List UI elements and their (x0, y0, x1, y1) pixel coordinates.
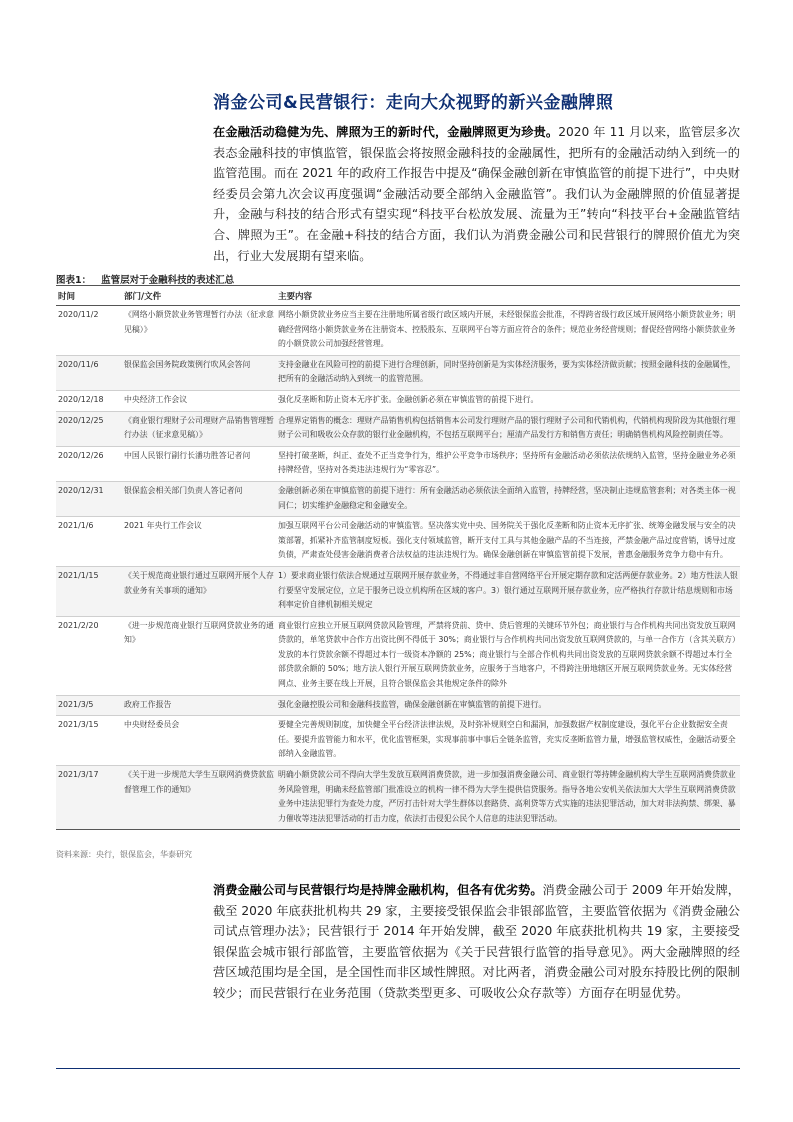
row-date: 2021/1/15 (58, 570, 99, 580)
table-row (56, 695, 740, 716)
table-row (56, 716, 740, 766)
figure-title: 监管层对于金融科技的表述汇总 (101, 275, 235, 286)
table-row (56, 766, 740, 830)
row-dept: 《商业银行理财子公司理财产品销售管理暂行办法（征求意见稿）》 (124, 415, 274, 440)
row-date: 2020/11/6 (58, 359, 99, 369)
table-row (56, 481, 740, 516)
table-row (56, 390, 740, 411)
intro-lead: 在金融活动稳健为先、牌照为王的新时代，金融牌照更为珍贵。 (213, 125, 559, 139)
footer-rule (56, 1068, 740, 1069)
header-content: 主要内容 (278, 292, 313, 302)
row-dept: 中国人民银行副行长潘功胜答记者问 (124, 450, 251, 460)
row-dept: 2021 年央行工作会议 (124, 521, 202, 531)
row-content: 金融创新必须在审慎监管的前提下进行：所有金融活动必须依法全面纳入监管，持牌经营，坚决制止违规监管套利；对各类主体一视同仁；切实维护金融稳定和金融安全。 (278, 485, 736, 510)
row-date: 2020/11/2 (58, 310, 99, 319)
comparison-body: 消费金融公司于 2009 年开始发牌，截至 2020 年底获批机构共 29 家，主要接受银保监会非银部监管，主要监管依据为《消费金融公司试点管理办法》；民营银行于 2014 年开始发牌，截至 2020 年底获批机构共 19 家，主要接受银保监会城市银行部监管，主要监管依据为《关于民营银行监管的指导意见》。两大金融牌照的经营区域范围均是全国，是全国性而非区域性牌照。对比两者，消费金融公司对股东持股比例的限制较少；而民营银行在业务范围（贷款类型更多、可吸收公众存款等）方面存在明显优势。 (213, 883, 740, 1000)
row-content: 商业银行应独立开展互联网贷款风险管理，严禁将贷前、贷中、贷后管理的关键环节外包；商业银行与合作机构共同出资发放互联网贷款的，单笔贷款中合作方出资比例不得低于 30%；商业银行与合作机构共同出资发放互联网贷款的，与单一合作方（含其关联方）发放的本行贷款余额不得超过本行一级资本净额的 25%；商业银行与全部合作机构共同出资发放的互联网贷款余额不得超过本行全部贷款余额的 50%；地方法人银行开展互联网贷款业务，应服务于当地客户，不得跨注册地辖区开展互联网贷款业务。无实体经营网点、业务主要在线上开展，且符合银保监会其他规定条件的除外 (278, 620, 736, 689)
row-date: 2021/1/6 (58, 521, 94, 531)
row-date: 2021/3/17 (58, 770, 99, 780)
row-content: 强化反垄断和防止资本无序扩张。金融创新必须在审慎监管的前提下进行。 (278, 394, 539, 404)
row-date: 2020/12/31 (58, 485, 104, 495)
table-row (56, 616, 740, 695)
row-content: 坚持打破垄断，纠正、查处不正当竞争行为，维护公平竞争市场秩序；坚持所有金融活动必须依法依规纳入监管，坚持金融业务必须持牌经营，坚持对各类违法违规行为“零容忍”。 (278, 450, 736, 475)
table-body (56, 306, 740, 830)
row-content: 支持金融业在风险可控的前提下进行合理创新，同时坚持创新是为实体经济服务，要为实体经济做贡献；按照金融科技的金融属性，把所有的金融活动纳入到统一的监管范围。 (278, 359, 736, 384)
regulation-table (56, 286, 740, 830)
row-content: 1）要求商业银行依法合规通过互联网开展存款业务，不得通过非自营网络平台开展定期存款和定活两便存款业务。2）地方性法人银行要坚守发展定位，立足于服务已设立机构所在区域的客户。3）银行通过互联网开展存款业务，应严格执行存款计结息规则和市场利率定价自律机制相关规定 (278, 570, 738, 610)
row-date: 2020/12/26 (58, 450, 104, 460)
table-row (56, 306, 740, 356)
row-dept: 中央财经委员会 (124, 720, 180, 730)
row-content: 强化金融控股公司和金融科技监管，确保金融创新在审慎监管的前提下进行。 (278, 699, 547, 709)
figure-source: 资料来源：央行，银保监会，华泰研究 (56, 850, 192, 859)
row-date: 2020/12/25 (58, 415, 104, 425)
row-content: 明确小额贷款公司不得向大学生发放互联网消费贷款，进一步加强消费金融公司、商业银行等持牌金融机构大学生互联网消费贷款业务风险管理，明确未经监管部门批准设立的机构一律不得为大学生提供信贷服务。指导各地公安机关依法加大大学生互联网消费贷款业务中违法犯罪行为查处力度，严厉打击针对大学生群体以套路贷、高利贷等方式实施的违法犯罪活动，加大对非法拘禁、绑架、暴力催收等违法犯罪活动的打击力度，依法打击侵犯公民个人信息的违法犯罪活动。 (278, 770, 736, 823)
row-dept: 中央经济工作会议 (124, 394, 188, 404)
row-content: 加强互联网平台公司金融活动的审慎监管。坚决落实党中央、国务院关于强化反垄断和防止资本无序扩张、统筹金融发展与安全的决策部署，抓紧补齐监管制度短板。强化支付领域监管，断开支付工具与其他金融产品的不当连接，严禁金融产品过度营销，诱导过度负债，严肃查处侵害金融消费者合法权益的违法违规行为。确保金融创新在审慎监管前提下发展，普惠金融服务竞争力稳中有升。 (278, 521, 736, 560)
table-row (56, 566, 740, 616)
table-row (56, 355, 740, 390)
row-dept: 政府工作报告 (124, 699, 172, 709)
header-dept: 部门/文件 (124, 292, 162, 302)
comparison-paragraph (213, 880, 740, 1004)
table-header-row (56, 286, 740, 306)
intro-body: 2020 年 11 月以来，监管层多次表态金融科技的审慎监管，银保监会将按照金融科技的金融属性，把所有的金融活动纳入到统一的监管范围。而在 2021 年的政府工作报告中提及“确保金融创新在审慎监管的前提下进行”，中央财经委员会第九次会议再度强调“金融活动要全部纳入金融监管”。我们认为金融牌照的价值显著提升，金融与科技的结合形式有望实现“科技平台松放发展、流量为王”转向“科技平台+金融监管结合、牌照为王”。在金融+科技的结合方面，我们认为消费金融公司和民营银行的牌照价值尤为突出，行业大发展期有望来临。 (213, 125, 741, 263)
row-dept: 银保监会国务院政策例行吹风会答问 (124, 359, 251, 369)
row-content: 合理界定销售的概念：理财产品销售机构包括销售本公司发行理财产品的银行理财子公司和代销机构，代销机构现阶段为其他银行理财子公司和吸收公众存款的银行业金融机构，不包括互联网平台；厘清产品发行方和销售方责任；明确销售机构风险控制责任等。 (278, 415, 736, 440)
row-dept: 《关于进一步规范大学生互联网消费贷款监督管理工作的通知》 (124, 770, 274, 794)
row-date: 2021/3/15 (58, 720, 99, 730)
intro-paragraph (213, 122, 740, 266)
section-title: 消金公司&民营银行：走向大众视野的新兴金融牌照 (213, 93, 614, 113)
table-row (56, 446, 740, 481)
row-content: 要健全完善规则制度，加快健全平台经济法律法规，及时弥补规则空白和漏洞，加强数据产权制度建设，强化平台企业数据安全责任。要提升监管能力和水平，优化监管框架，实现事前事中事后全链条监管，充实反垄断监管力量，增强监管权威性，金融活动要全部纳入金融监管。 (278, 720, 736, 759)
row-dept: 《关于规范商业银行通过互联网开展个人存款业务有关事项的通知》 (124, 570, 274, 595)
comparison-lead: 消费金融公司与民营银行均是持牌金融机构，但各有优劣势。 (213, 883, 543, 897)
regulation-table-wrapper (56, 285, 740, 830)
table-row (56, 517, 740, 567)
row-content: 网络小额贷款业务应当主要在注册地所属省级行政区域内开展，未经银保监会批准，不得跨省级行政区域开展网络小额贷款业务；明确经营网络小额贷款业务在注册资本、控股股东、互联网平台等方面应符合的条件；规范业务经营规则；督促经营网络小额贷款业务的小额贷款公司加强经营管理。 (278, 310, 736, 349)
figure-label: 图表1： (56, 275, 92, 286)
row-dept: 《进一步规范商业银行互联网贷款业务的通知》 (124, 620, 274, 645)
header-date: 时间 (58, 292, 76, 302)
row-date: 2021/2/20 (58, 620, 99, 630)
row-date: 2021/3/5 (58, 699, 94, 709)
row-dept: 《网络小额贷款业务管理暂行办法（征求意见稿）》 (124, 310, 274, 334)
figure-caption (56, 272, 244, 286)
table-row (56, 411, 740, 446)
row-dept: 银保监会相关部门负责人答记者问 (124, 485, 243, 495)
row-date: 2020/12/18 (58, 394, 104, 404)
